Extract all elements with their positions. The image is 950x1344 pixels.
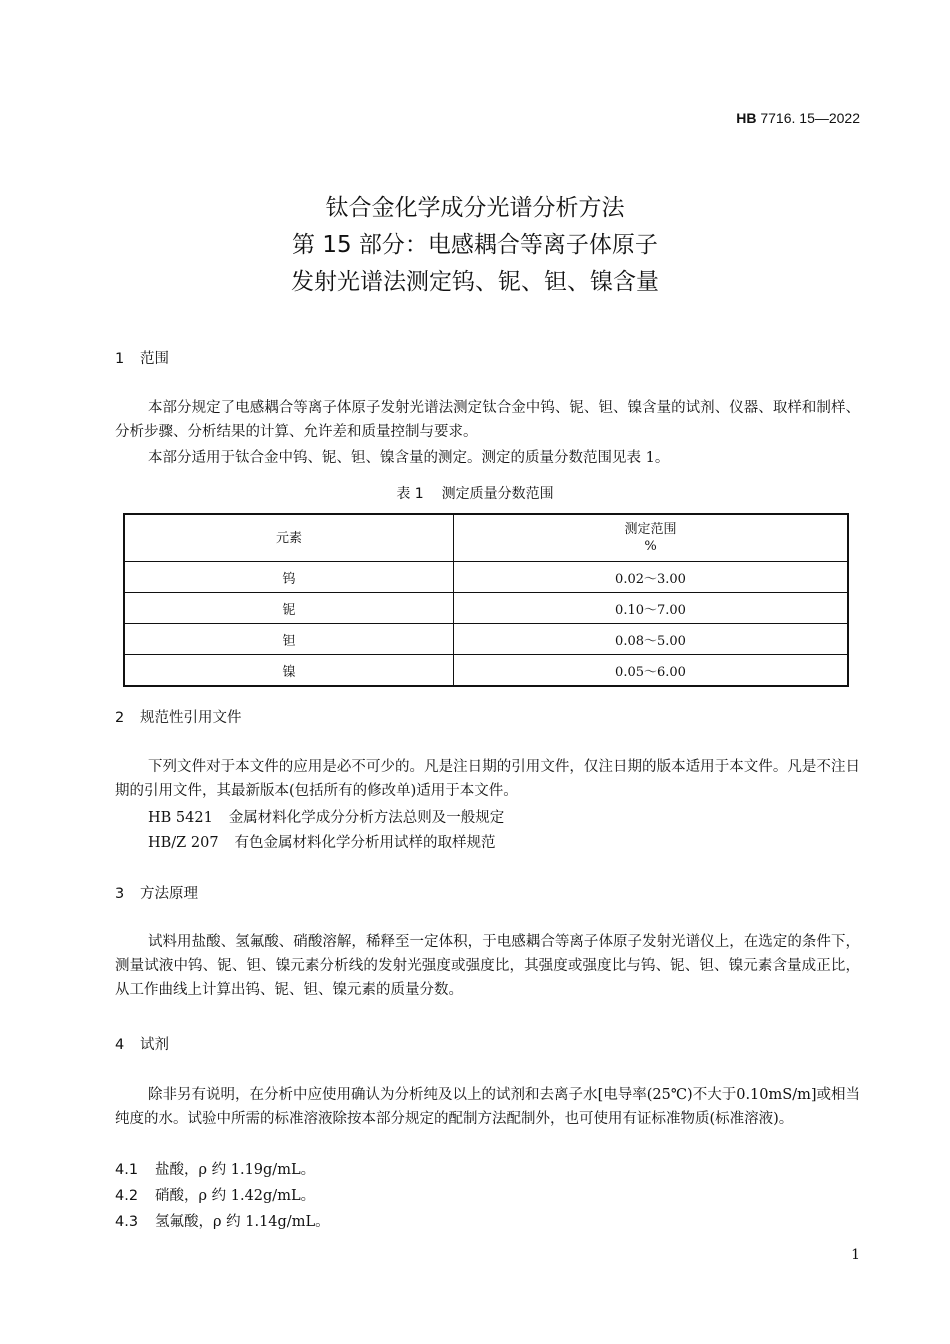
standard-prefix: HB <box>736 110 757 126</box>
item-text: 硝酸，ρ 约 1.42g/mL。 <box>155 1188 316 1204</box>
reference-title: 金属材料化学成分分析方法总则及一般规定 <box>228 810 505 826</box>
range-table <box>123 513 849 687</box>
section-1-heading <box>115 347 169 368</box>
cell-range: 0.05～6.00 <box>454 655 849 687</box>
section-number: 2 <box>115 710 125 726</box>
section-title: 范围 <box>140 351 169 367</box>
document-title <box>0 190 950 301</box>
table-row <box>124 655 848 687</box>
section-2-heading <box>115 706 242 727</box>
item-text: 氢氟酸，ρ 约 1.14g/mL。 <box>155 1214 330 1230</box>
reagent-item <box>115 1158 315 1179</box>
header-range-label: 测定范围 <box>624 522 677 537</box>
section-4-heading <box>115 1033 169 1054</box>
header-range-unit: % <box>644 539 657 554</box>
cell-element: 镍 <box>124 655 454 687</box>
section-1-paragraph-2: 本部分适用于钛合金中钨、铌、钽、镍含量的测定。测定的质量分数范围见表 1。 <box>148 450 670 466</box>
reagent-item <box>115 1184 315 1205</box>
section-title: 方法原理 <box>140 886 198 902</box>
item-number: 4.1 <box>115 1162 139 1178</box>
section-title: 试剂 <box>140 1037 169 1053</box>
table-row <box>124 624 848 655</box>
reagent-item <box>115 1210 330 1231</box>
section-title: 规范性引用文件 <box>140 710 242 726</box>
section-number: 3 <box>115 886 125 902</box>
cell-range: 0.08～5.00 <box>454 624 849 655</box>
page-number: 1 <box>851 1247 860 1263</box>
title-line-2: 第 15 部分：电感耦合等离子体原子 <box>292 232 658 258</box>
section-number: 1 <box>115 351 125 367</box>
cell-element: 铌 <box>124 593 454 624</box>
title-line-3: 发射光谱法测定钨、铌、钽、镍含量 <box>291 269 659 295</box>
reference-code: HB 5421 <box>148 810 213 826</box>
section-3-heading <box>115 882 198 903</box>
section-1-paragraph-1: 本部分规定了电感耦合等离子体原子发射光谱法测定钛合金中钨、铌、钽、镍含量的试剂、仪器、取样和制样、分析步骤、分析结果的计算、允许差和质量控制与要求。 <box>115 400 860 440</box>
reference-code: HB/Z 207 <box>148 835 219 851</box>
table-caption-number: 表 1 <box>396 486 424 502</box>
section-2-paragraph: 下列文件对于本文件的应用是必不可少的。凡是注日期的引用文件，仅注日期的版本适用于本文件。凡是不注日期的引用文件，其最新版本(包括所有的修改单)适用于本文件。 <box>115 759 860 799</box>
table-caption-text: 测定质量分数范围 <box>441 486 554 502</box>
cell-range: 0.10～7.00 <box>454 593 849 624</box>
item-number: 4.3 <box>115 1214 139 1230</box>
cell-element: 钽 <box>124 624 454 655</box>
reference-title: 有色金属材料化学分析用试样的取样规范 <box>234 835 496 851</box>
table-row <box>124 562 848 593</box>
table-header-row <box>124 514 848 562</box>
header-element: 元素 <box>124 514 454 562</box>
table-row <box>124 593 848 624</box>
reference-item <box>148 806 504 827</box>
standard-code-header <box>736 110 860 126</box>
section-3-paragraph: 试料用盐酸、氢氟酸、硝酸溶解，稀释至一定体积，于电感耦合等离子体原子发射光谱仪上，在选定的条件下，测量试液中钨、铌、钽、镍元素分析线的发射光强度或强度比，其强度或强度比与钨、铌、钽、镍元素含量成正比，从工作曲线上计算出钨、铌、钽、镍元素的质量分数。 <box>115 934 860 998</box>
header-range <box>454 514 849 562</box>
standard-number: 7716. 15—2022 <box>760 110 860 126</box>
title-line-1: 钛合金化学成分光谱分析方法 <box>325 195 625 221</box>
cell-element: 钨 <box>124 562 454 593</box>
cell-range: 0.02～3.00 <box>454 562 849 593</box>
item-text: 盐酸，ρ 约 1.19g/mL。 <box>155 1162 316 1178</box>
reference-item <box>148 831 496 852</box>
section-number: 4 <box>115 1037 125 1053</box>
section-4-paragraph: 除非另有说明，在分析中应使用确认为分析纯及以上的试剂和去离子水[电导率(25℃)不大于0.10mS/m]或相当纯度的水。试验中所需的标准溶液除按本部分规定的配制方法配制外，也可使用有证标准物质(标准溶液)。 <box>115 1087 860 1127</box>
item-number: 4.2 <box>115 1188 139 1204</box>
table-caption <box>0 483 950 503</box>
